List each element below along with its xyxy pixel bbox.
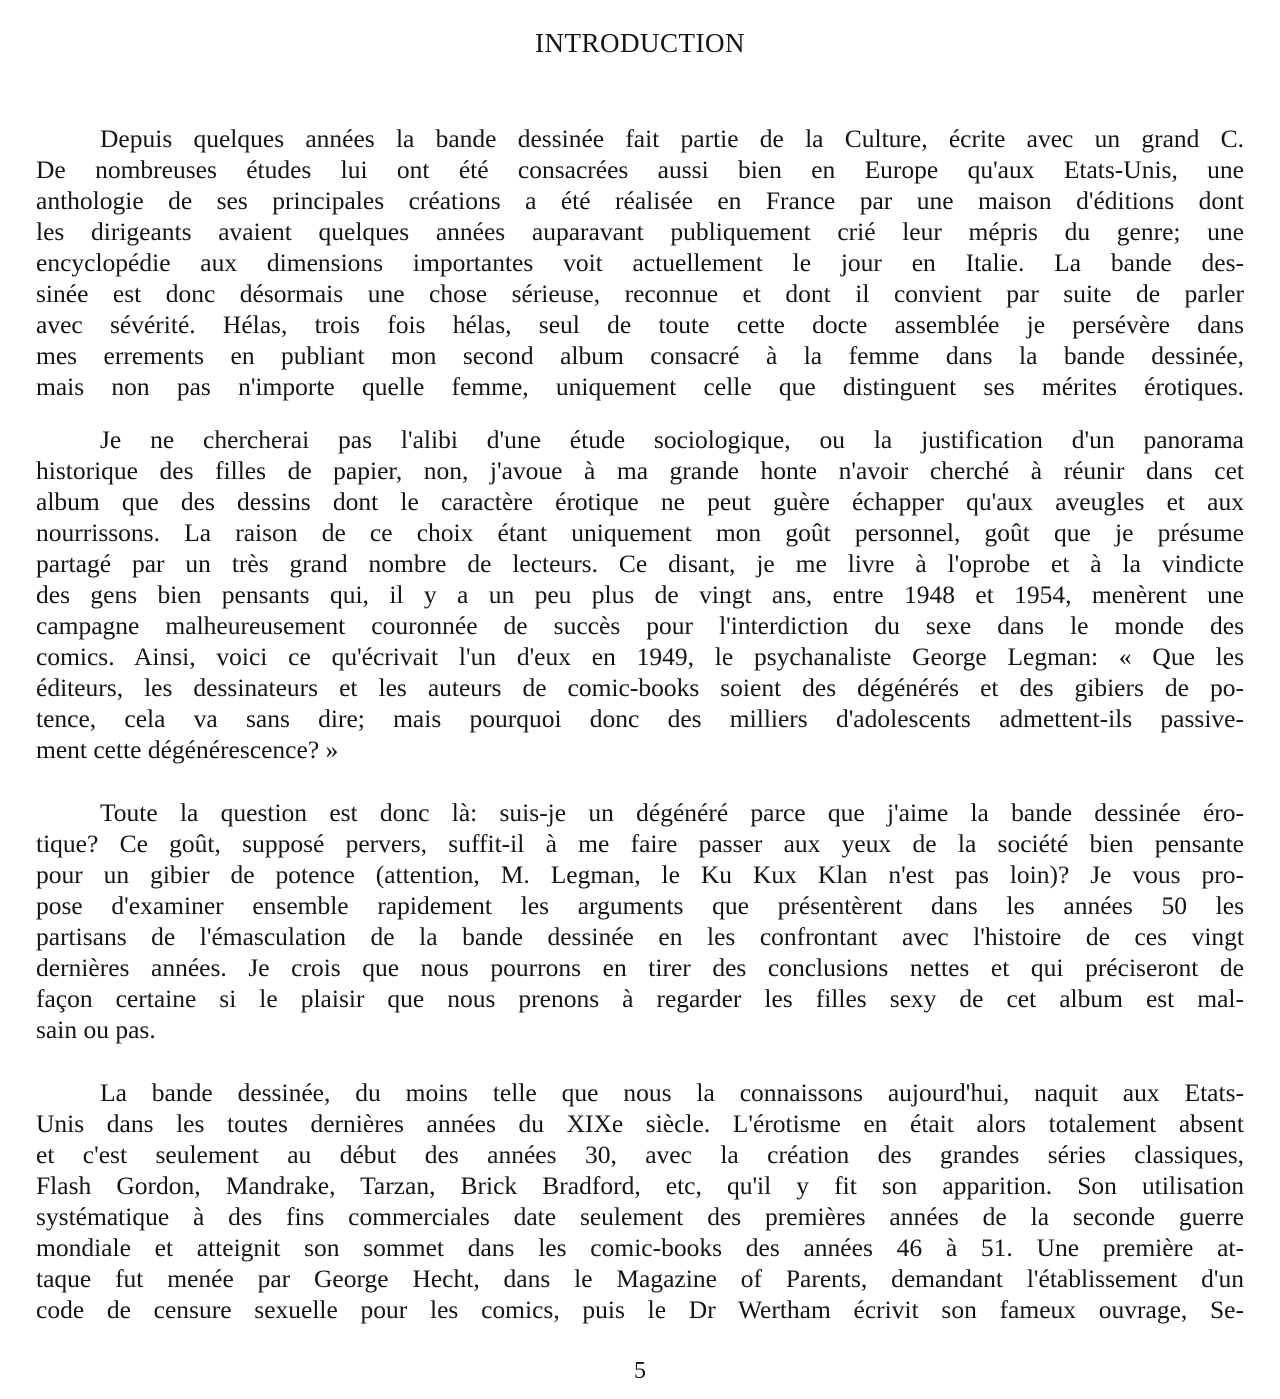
text-line: pose d'examiner ensemble rapidement les arguments que présentèrent dans les années 50 les — [36, 891, 1244, 920]
text-line: nourrissons. La raison de ce choix étant uniquement mon goût personnel, goût que je présume — [36, 518, 1244, 547]
paragraph-1 — [36, 123, 1244, 402]
text-line: code de censure sexuelle pour les comics, puis le Dr Wertham écrivit son fameux ouvrage, Se- — [36, 1295, 1244, 1324]
text-line: systématique à des fins commerciales date seulement des premières années de la seconde guerre — [36, 1202, 1244, 1231]
text-line: tence, cela va sans dire; mais pourquoi donc des milliers d'adolescents admettent-ils passive- — [36, 704, 1244, 733]
text-line: encyclopédie aux dimensions importantes voit actuellement le jour en Italie. La bande des- — [36, 248, 1244, 277]
text-line: Flash Gordon, Mandrake, Tarzan, Brick Bradford, etc, qu'il y fit son apparition. Son utilisation — [36, 1171, 1244, 1200]
text-line: De nombreuses études lui ont été consacrées aussi bien en Europe qu'aux Etats-Unis, une — [36, 155, 1244, 184]
text-line: comics. Ainsi, voici ce qu'écrivait l'un d'eux en 1949, le psychanaliste George Legman: « Que les — [36, 642, 1244, 671]
text-line: éditeurs, les dessinateurs et les auteurs de comic-books soient des dégénérés et des gibiers de po- — [36, 673, 1244, 702]
text-line: façon certaine si le plaisir que nous prenons à regarder les filles sexy de cet album est mal- — [36, 984, 1244, 1013]
text-line: Unis dans les toutes dernières années du XIXe siècle. L'érotisme en était alors totalement absent — [36, 1109, 1244, 1138]
text-line: historique des filles de papier, non, j'avoue à ma grande honte n'avoir cherché à réunir dans cet — [36, 456, 1244, 485]
text-line: partagé par un très grand nombre de lecteurs. Ce disant, je me livre à l'oprobe et à la vindicte — [36, 549, 1244, 578]
text-line: des gens bien pensants qui, il y a un peu plus de vingt ans, entre 1948 et 1954, menèrent une — [36, 580, 1244, 609]
text-line: pour un gibier de potence (attention, M. Legman, le Ku Kux Klan n'est pas loin)? Je vous pro- — [36, 860, 1244, 889]
text-line: anthologie de ses principales créations a été réalisée en France par une maison d'éditions dont — [36, 186, 1244, 215]
text-line: album que des dessins dont le caractère érotique ne peut guère échapper qu'aux aveugles et aux — [36, 487, 1244, 516]
text-line: les dirigeants avaient quelques années auparavant publiquement crié leur mépris du genre; une — [36, 217, 1244, 246]
text-line: avec sévérité. Hélas, trois fois hélas, seul de toute cette docte assemblée je persévère dans — [36, 310, 1244, 339]
text-line: mondiale et atteignit son sommet dans les comic-books des années 46 à 51. Une première at- — [36, 1233, 1244, 1262]
paragraph-2 — [36, 424, 1244, 765]
text-line: ment cette dégénérescence? » — [36, 735, 339, 764]
text-line: dernières années. Je crois que nous pourrons en tirer des conclusions nettes et qui préciseront de — [36, 953, 1244, 982]
text-line: Depuis quelques années la bande dessinée fait partie de la Culture, écrite avec un grand C. — [100, 124, 1244, 153]
paragraph-3 — [36, 797, 1244, 1045]
text-line: Je ne chercherai pas l'alibi d'une étude sociologique, ou la justification d'un panorama — [100, 425, 1244, 454]
page-number: 5 — [634, 1358, 646, 1384]
text-line: taque fut menée par George Hecht, dans le Magazine of Parents, demandant l'établissement d'un — [36, 1264, 1244, 1293]
text-line: et c'est seulement au début des années 30, avec la création des grandes séries classiques, — [36, 1140, 1244, 1169]
text-line: campagne malheureusement couronnée de succès pour l'interdiction du sexe dans le monde des — [36, 611, 1244, 640]
text-line: mais non pas n'importe quelle femme, uniquement celle que distinguent ses mérites érotiques. — [36, 372, 1244, 401]
text-line: Toute la question est donc là: suis-je un dégénéré parce que j'aime la bande dessinée éro- — [100, 798, 1244, 827]
text-line: tique? Ce goût, supposé pervers, suffit-il à me faire passer aux yeux de la société bien pensante — [36, 829, 1244, 858]
text-line: mes errements en publiant mon second album consacré à la femme dans la bande dessinée, — [36, 341, 1244, 370]
text-line: sinée est donc désormais une chose sérieuse, reconnue et dont il convient par suite de parler — [36, 279, 1244, 308]
text-line: La bande dessinée, du moins telle que nous la connaissons aujourd'hui, naquit aux Etats- — [100, 1078, 1244, 1107]
paragraph-4 — [36, 1077, 1244, 1325]
page-title: INTRODUCTION — [535, 28, 745, 58]
text-line: partisans de l'émasculation de la bande dessinée en les confrontant avec l'histoire de ces vingt — [36, 922, 1244, 951]
text-line: sain ou pas. — [36, 1015, 156, 1044]
